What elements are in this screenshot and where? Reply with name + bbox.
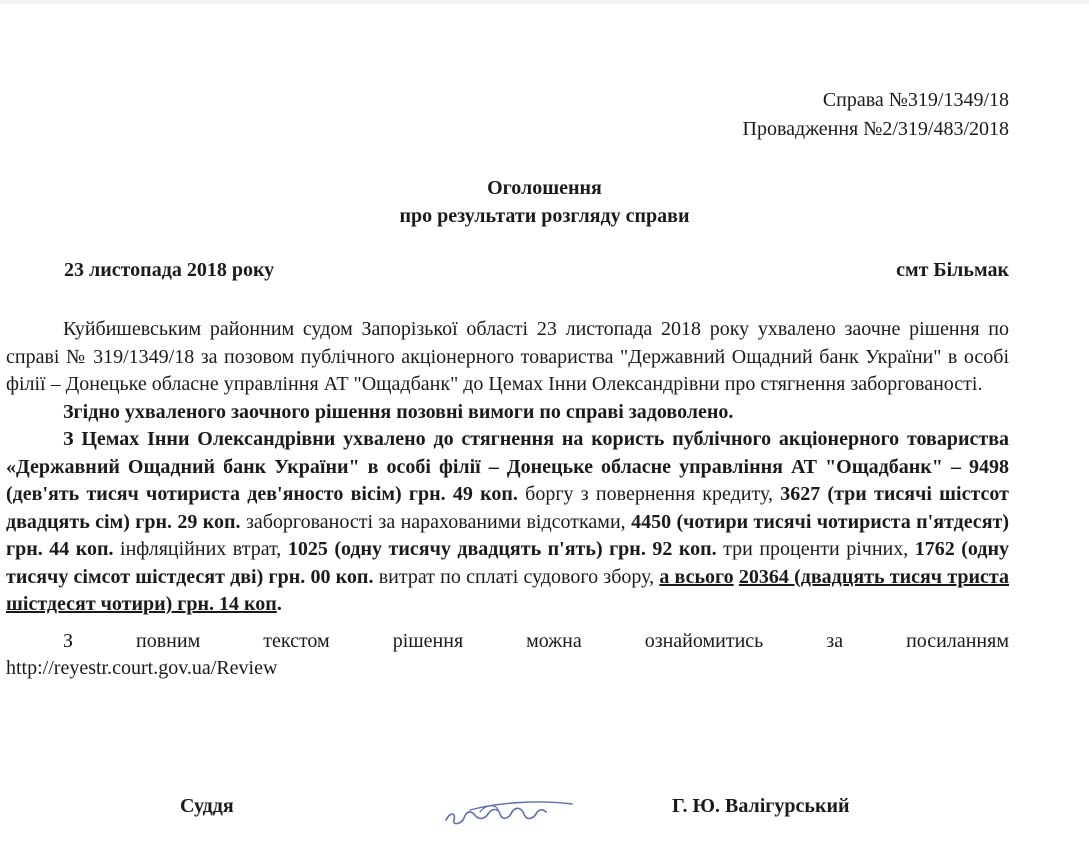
document-place: смт Більмак [896, 259, 1009, 281]
case-reference-block [743, 86, 1009, 144]
amount-interest: 3627 (три тисячі шістсот двадцять сім) грн. 29 коп. [6, 483, 1009, 533]
proceeding-number: Провадження №2/319/483/2018 [742, 118, 1009, 140]
amount-inflation: 4450 (чотири тисячі чотириста п'ятдесят) грн. 44 коп. [6, 510, 1009, 560]
amount-court-fee: 1762 (одну тисячу сімсот шістдесят дві) грн. 00 коп. [6, 538, 1009, 588]
scan-edge [0, 0, 1089, 4]
amount-court-fee-desc: витрат по сплаті судового збору, [373, 565, 660, 588]
amount-principal-desc: боргу з повернення кредиту, [517, 483, 781, 505]
amount-inflation-desc: інфляційних втрат, [113, 538, 288, 560]
title-line-2: про результати розгляду справи [399, 205, 690, 227]
total-period: . [276, 593, 282, 615]
case-number: Справа №319/1349/18 [822, 89, 1009, 111]
amount-interest-desc: заборгованості за нарахованими відсотками, [240, 510, 632, 533]
amount-three-percent: 1025 (одну тисячу двадцять п'ять) грн. 92 коп. [287, 538, 717, 560]
judge-label: Суддя [180, 795, 234, 817]
title-line-1: Оголошення [487, 177, 602, 199]
paragraph-amounts [6, 426, 1009, 619]
paragraph-claims-satisfied: Згідно ухваленого заочного рішення позовні вимоги по справі задоволено. [63, 400, 734, 423]
announcement-body [6, 316, 1009, 683]
amount-three-percent-desc: три проценти річних, [716, 538, 915, 560]
full-text-reference: З повним текстом рішення можна ознайомитись за посиланням [63, 629, 1009, 652]
handwritten-signature [440, 790, 580, 830]
amount-principal: З Цемах Інни Олександрівни ухвалено до стягнення на користь публічного акціонерного товариства «Державний Ощадний банк України" в особі філії – Донецьке обласне управління АТ "Ощадбанк" – 9498 (дев'ять тисяч чотириста дев'яносто вісім) грн. 49 коп. [6, 428, 1009, 505]
total-amount: 20364 (двадцять тисяч триста шістдесят чотири) грн. 14 коп [6, 565, 1009, 615]
total-label: а всього [659, 565, 734, 588]
judge-name: Г. Ю. Валігурський [672, 795, 850, 817]
registry-link[interactable]: http://reyestr.court.gov.ua/Review [6, 657, 278, 679]
paragraph-decision: Куйбишевським районним судом Запорізької області 23 листопада 2018 року ухвалено заочне рішення по справі № 319/1349/18 за позовом публічного акціонерного товариства "Державний Ощадний банк України" в особі філії – Донецьке обласне управління АТ "Ощадбанк" до Цемах Інни Олександрівни про стягнення заборгованості. [6, 318, 1009, 395]
paragraph-full-text [6, 628, 1009, 683]
document-date: 23 листопада 2018 року [64, 259, 275, 281]
document-title [0, 174, 1089, 230]
